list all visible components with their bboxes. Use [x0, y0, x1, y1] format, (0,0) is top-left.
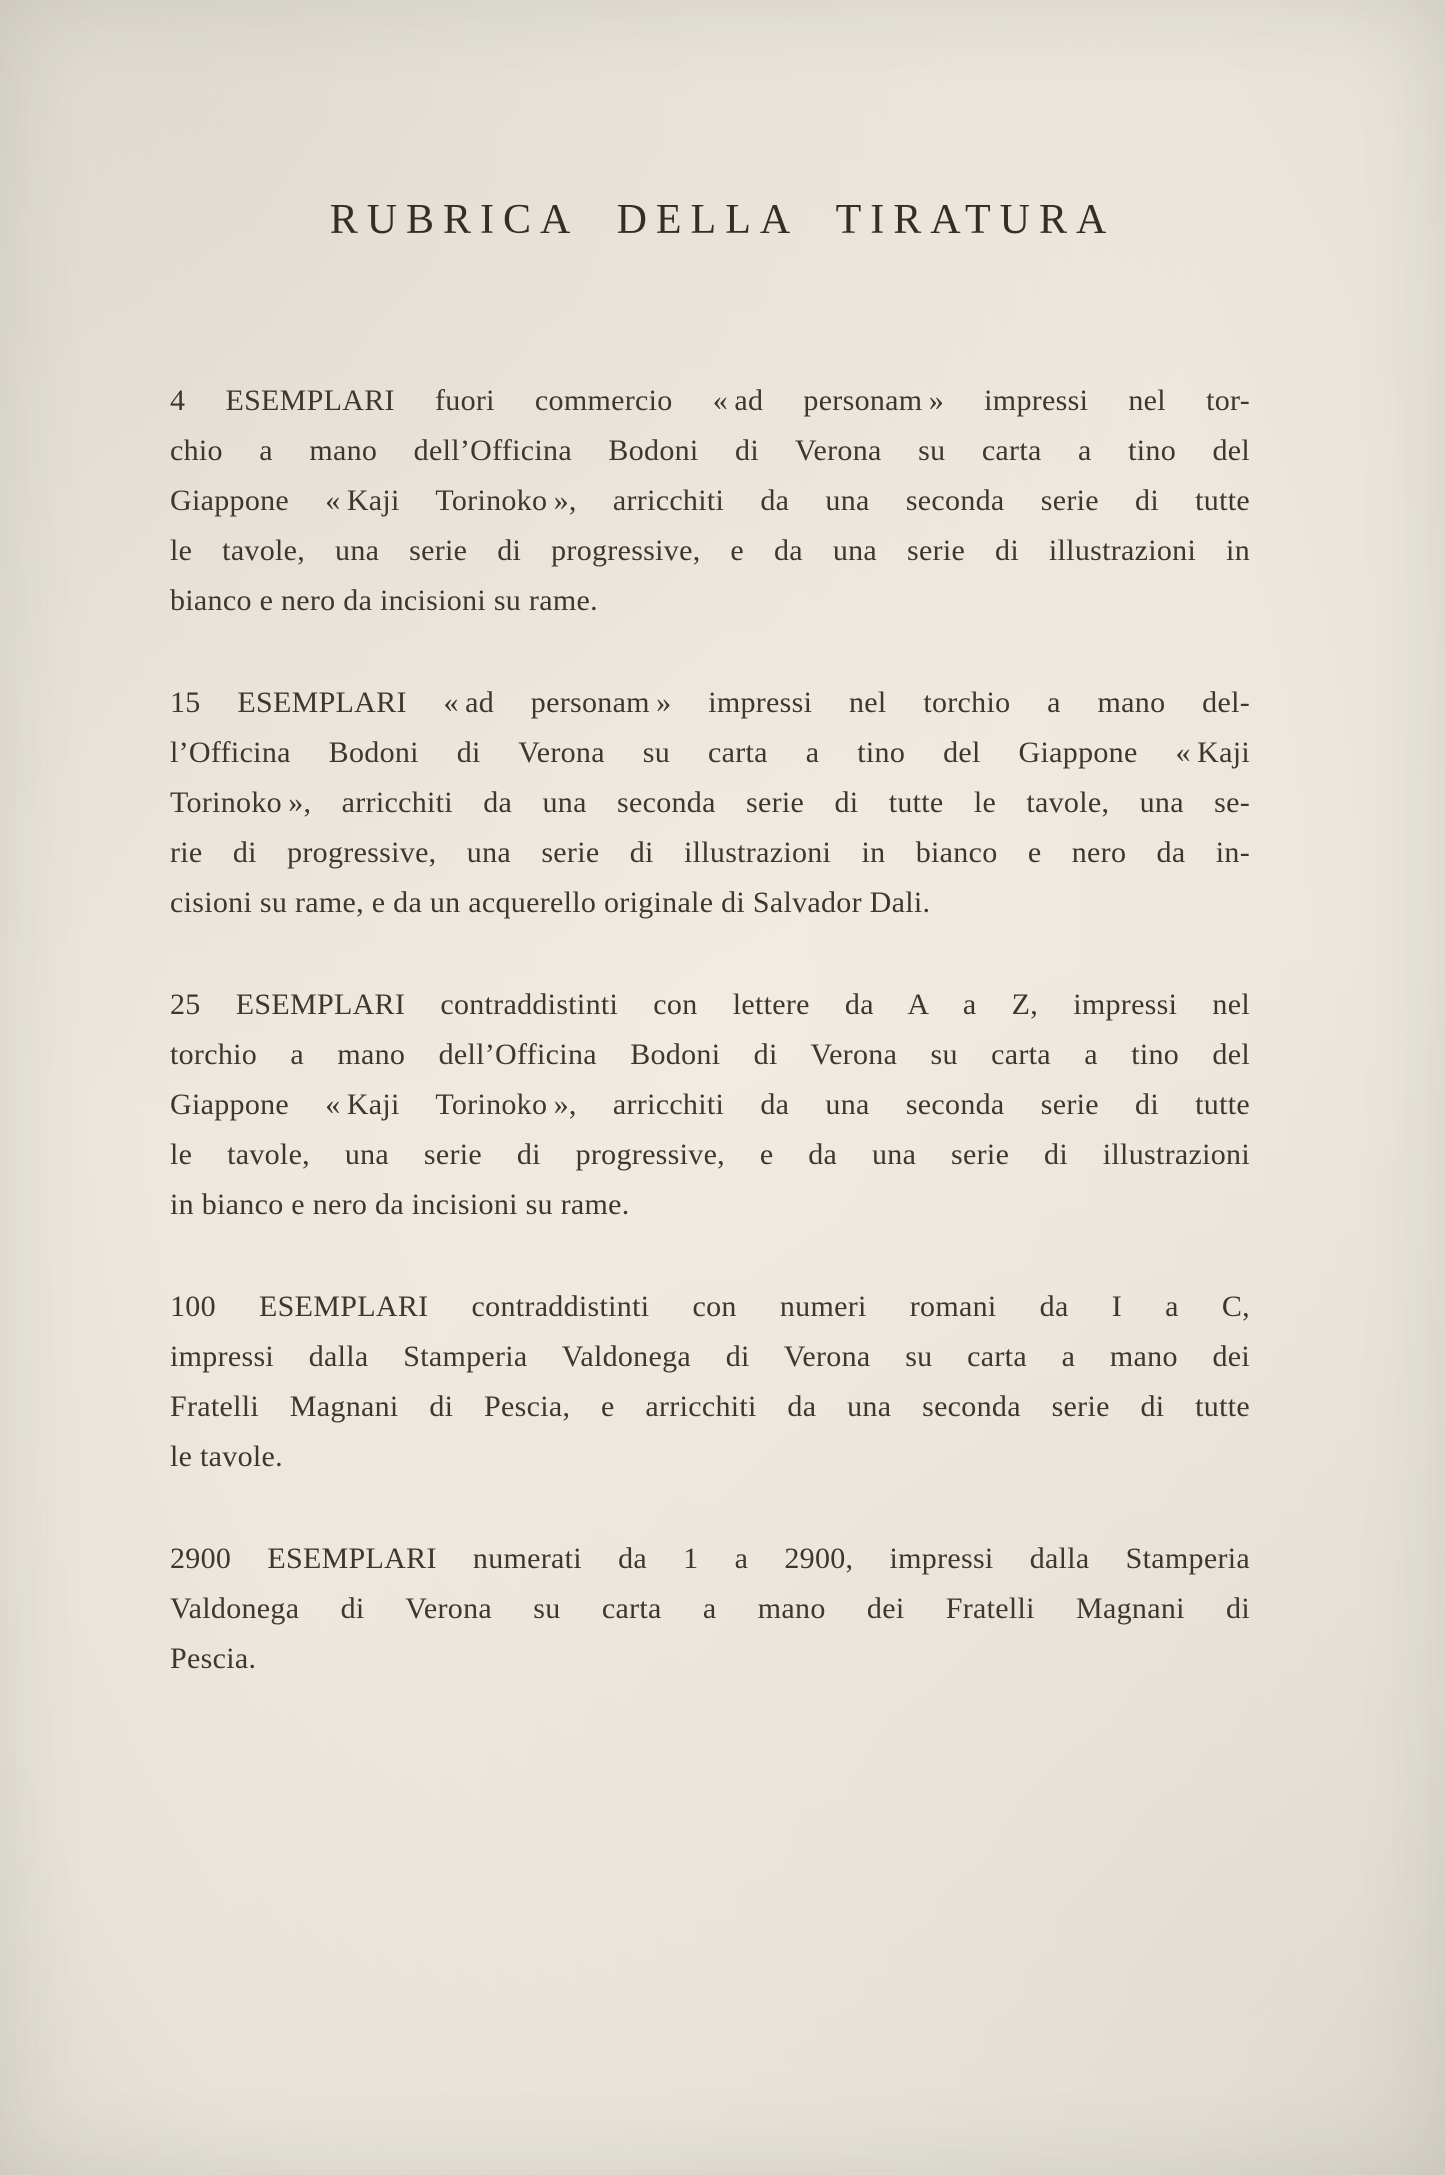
- text-line: Torinoko », arricchiti da una seconda serie di tutte le tavole, una se-: [170, 786, 1250, 819]
- colophon-paragraph: [170, 1534, 1250, 1684]
- page-title: RUBRICA DELLA TIRATURA: [329, 197, 1116, 243]
- text-line: 100 ESEMPLARI contraddistinti con numeri romani da I a C,: [170, 1290, 1250, 1323]
- text-line: Valdonega di Verona su carta a mano dei Fratelli Magnani di: [170, 1592, 1250, 1625]
- colophon-paragraph: [170, 678, 1250, 928]
- text-line: Pescia.: [170, 1642, 257, 1675]
- text-line: chio a mano dell’Officina Bodoni di Verona su carta a tino del: [170, 434, 1250, 467]
- text-line: le tavole.: [170, 1440, 283, 1473]
- colophon-text: [170, 376, 1250, 1736]
- text-line: 2900 ESEMPLARI numerati da 1 a 2900, impressi dalla Stamperia: [170, 1542, 1250, 1575]
- colophon-paragraph: [170, 980, 1250, 1230]
- text-line: Giappone « Kaji Torinoko », arricchiti da una seconda serie di tutte: [170, 484, 1250, 517]
- text-line: le tavole, una serie di progressive, e da una serie di illustrazioni: [170, 1138, 1250, 1171]
- text-line: 25 ESEMPLARI contraddistinti con lettere da A a Z, impressi nel: [170, 988, 1250, 1021]
- text-line: l’Officina Bodoni di Verona su carta a tino del Giappone « Kaji: [170, 736, 1250, 769]
- text-line: rie di progressive, una serie di illustrazioni in bianco e nero da in-: [170, 836, 1250, 869]
- colophon-paragraph: [170, 1282, 1250, 1482]
- text-line: bianco e nero da incisioni su rame.: [170, 584, 598, 617]
- text-line: in bianco e nero da incisioni su rame.: [170, 1188, 630, 1221]
- text-line: 4 ESEMPLARI fuori commercio « ad personam » impressi nel tor-: [170, 384, 1250, 417]
- text-line: Giappone « Kaji Torinoko », arricchiti da una seconda serie di tutte: [170, 1088, 1250, 1121]
- text-line: le tavole, una serie di progressive, e da una serie di illustrazioni in: [170, 534, 1250, 567]
- text-line: torchio a mano dell’Officina Bodoni di Verona su carta a tino del: [170, 1038, 1250, 1071]
- text-line: impressi dalla Stamperia Valdonega di Verona su carta a mano dei: [170, 1340, 1250, 1373]
- text-line: cisioni su rame, e da un acquerello originale di Salvador Dali.: [170, 886, 931, 919]
- text-line: Fratelli Magnani di Pescia, e arricchiti da una seconda serie di tutte: [170, 1390, 1250, 1423]
- colophon-paragraph: [170, 376, 1250, 626]
- text-line: 15 ESEMPLARI « ad personam » impressi nel torchio a mano del-: [170, 686, 1250, 719]
